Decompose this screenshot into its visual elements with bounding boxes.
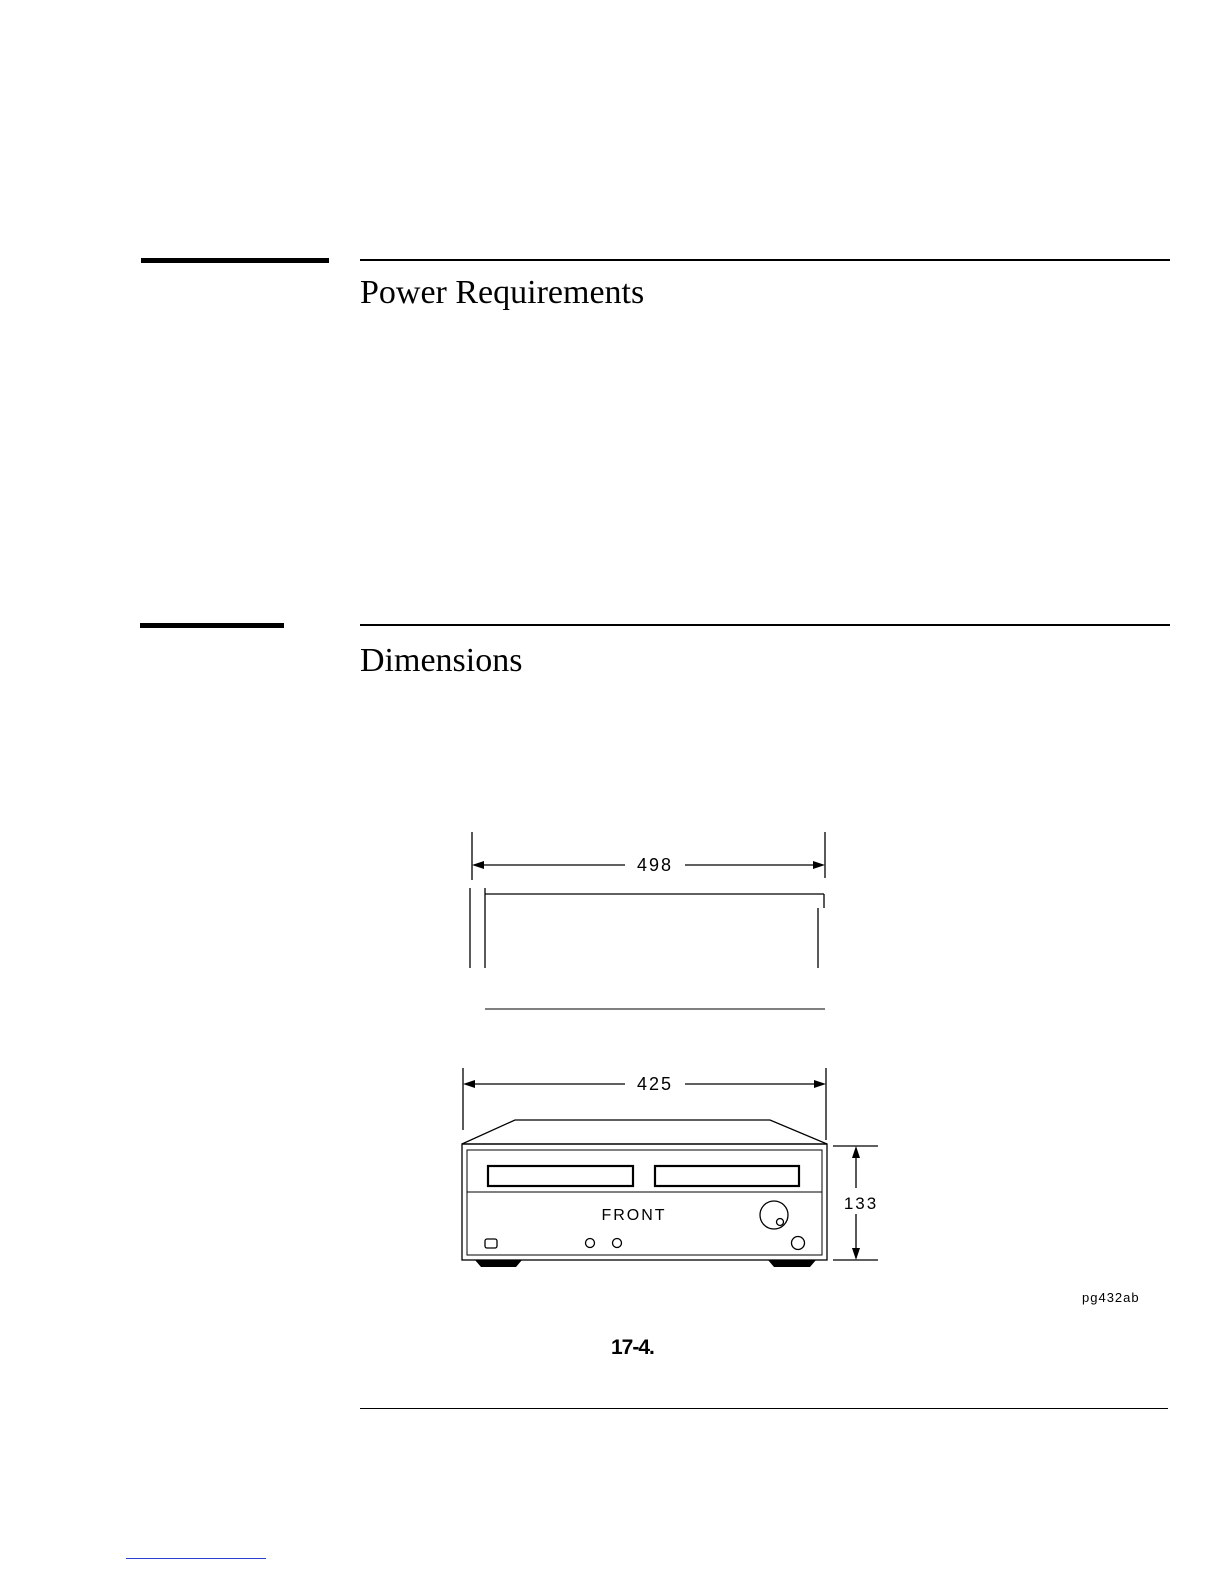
dimension-figure — [440, 820, 900, 1280]
section-title-dimensions: Dimensions — [360, 642, 523, 679]
front-view-height-label: 133 — [843, 1194, 879, 1213]
front-view-foot-right — [768, 1260, 816, 1267]
figure-caption: 17-4. — [611, 1336, 654, 1359]
front-view-width-label: 425 — [636, 1074, 674, 1094]
section-rule-dimensions — [360, 624, 1170, 626]
front-view-led-1 — [586, 1239, 595, 1248]
front-view-arrow-right — [814, 1080, 826, 1088]
front-view-arrow-left — [463, 1080, 475, 1088]
section-title-power-requirements: Power Requirements — [360, 274, 645, 311]
front-view-knob-indicator — [777, 1219, 784, 1226]
top-view-width-label: 498 — [636, 855, 674, 875]
height-arrow-top — [852, 1146, 860, 1158]
front-view-top-bevel — [462, 1120, 827, 1144]
front-panel-label: FRONT — [601, 1207, 667, 1224]
front-view-connector — [792, 1237, 805, 1250]
front-view-power-switch — [485, 1239, 497, 1248]
footer-rule — [360, 1408, 1168, 1409]
front-view-led-2 — [613, 1239, 622, 1248]
section-rule-left-power — [141, 258, 329, 263]
top-view-arrow-right — [813, 861, 825, 869]
figure-id: pg432ab — [1082, 1290, 1140, 1305]
front-view-display-right — [655, 1166, 799, 1186]
dimension-drawing — [440, 820, 900, 1280]
height-arrow-bottom — [852, 1248, 860, 1260]
top-view-arrow-left — [472, 861, 484, 869]
front-view-foot-left — [475, 1260, 522, 1267]
section-rule-left-dimensions — [140, 623, 284, 628]
footer-link-underline[interactable] — [126, 1558, 266, 1559]
front-view-display-left — [488, 1166, 633, 1186]
front-view-body — [462, 1144, 827, 1260]
front-view-knob — [760, 1201, 788, 1229]
section-rule-power — [360, 259, 1170, 261]
